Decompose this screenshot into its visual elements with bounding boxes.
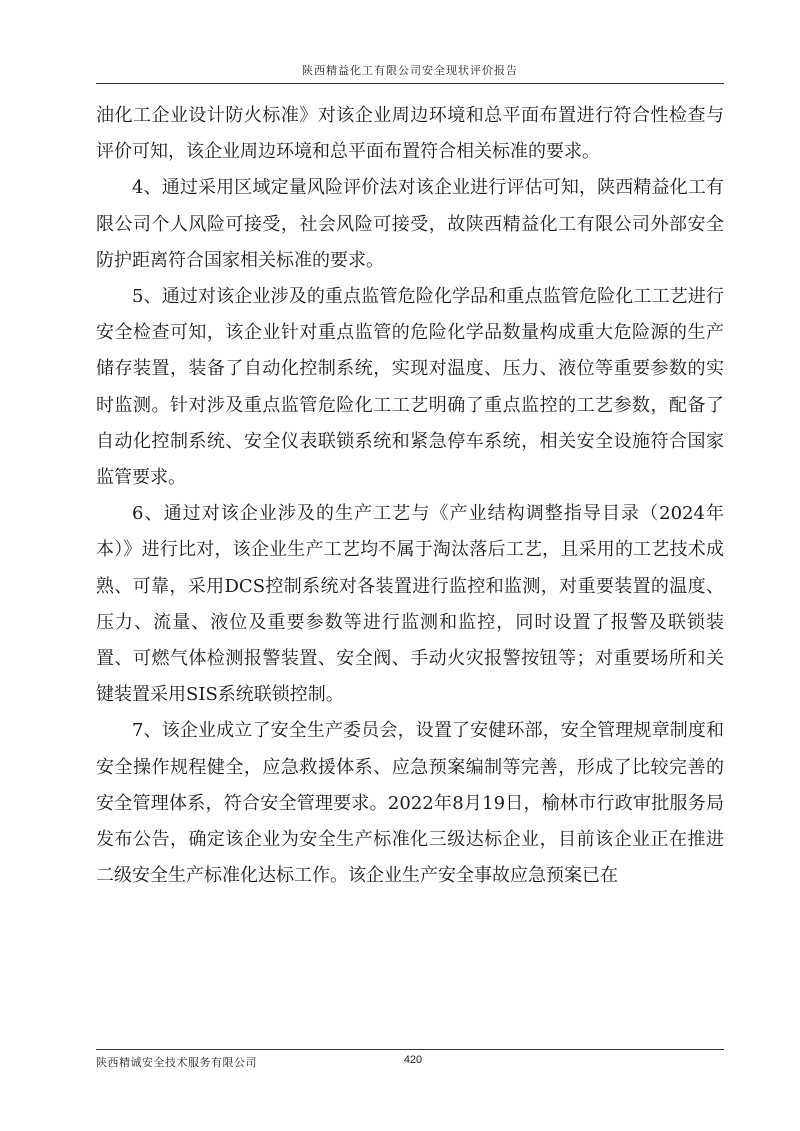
footer-company-name: 陕西精诚安全技术服务有限公司 [96, 1056, 257, 1069]
paragraph-item-4: 4、通过采用区域定量风险评价法对该企业进行评估可知，陕西精益化工有限公司个人风险可接受，社会风险可接受，故陕西精益化工有限公司外部安全防护距离符合国家相关标准的要求。 [96, 177, 724, 271]
footer-divider [96, 1049, 724, 1050]
header-divider [96, 83, 724, 84]
page-number: 420 [403, 1054, 423, 1066]
paragraph-item-6: 6、通过对该企业涉及的生产工艺与《产业结构调整指导目录（2024年本）》进行比对，该企业生产工艺均不属于淘汰落后工艺，且采用的工艺技术成熟、可靠，采用DCS控制系统对各装置进行监控和监测，对重要装置的温度、压力、流量、液位及重要参数等进行监测和监控，同时设置了报警及联锁装置、可燃气体检测报警装置、安全阀、手动火灾报警按钮等；对重要场所和关键装置采用SIS系统联锁控制。 [96, 503, 724, 706]
document-body [96, 98, 724, 894]
paragraph-continuation: 油化工企业设计防火标准》对该企业周边环境和总平面布置进行符合性检查与评价可知，该企业周边环境和总平面布置符合相关标准的要求。 [96, 105, 724, 163]
paragraph-item-7: 7、该企业成立了安全生产委员会，设置了安健环部，安全管理规章制度和安全操作规程健全，应急救援体系、应急预案编制等完善，形成了比较完善的安全管理体系，符合安全管理要求。2022年8月19日，榆林市行政审批服务局发布公告，确定该企业为安全生产标准化三级达标企业，目前该企业正在推进二级安全生产标准化达标工作。该企业生产安全事故应急预案已在 [96, 720, 724, 887]
page-header-title: 陕西精益化工有限公司安全现状评价报告 [302, 64, 518, 77]
paragraph-item-5: 5、通过对该企业涉及的重点监管危险化学品和重点监管危险化工工艺进行安全检查可知，该企业针对重点监管的危险化学品数量构成重大危险源的生产储存装置，装备了自动化控制系统，实现对温度、压力、液位等重要参数的实时监测。针对涉及重点监管危险化工工艺明确了重点监控的工艺参数，配备了自动化控制系统、安全仪表联锁系统和紧急停车系统，相关安全设施符合国家监管要求。 [96, 286, 724, 489]
